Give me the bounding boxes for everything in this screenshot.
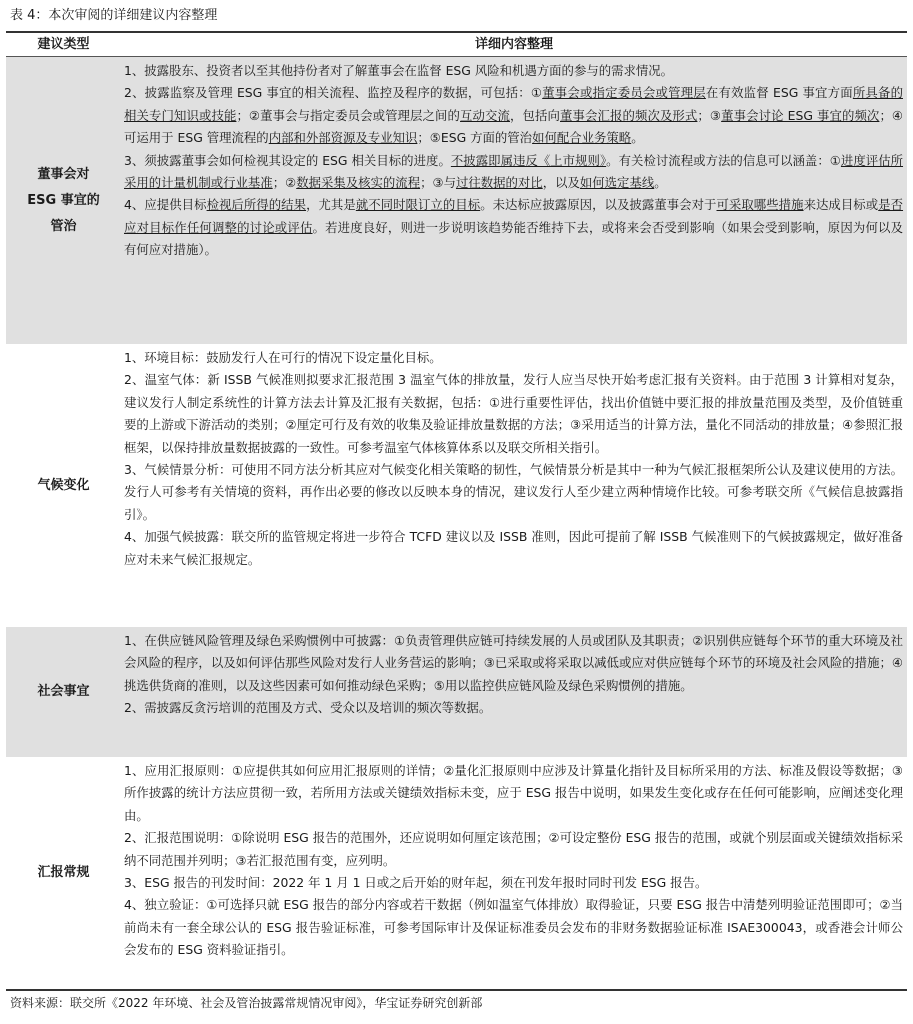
top-rule <box>6 31 907 33</box>
list-item: 1、环境目标：鼓励发行人在可行的情况下设定量化目标。 <box>124 350 442 365</box>
type-board-governance: 董事会对 ESG 事宜的管治 <box>27 166 100 234</box>
list-item: 2、汇报范围说明：①除说明 ESG 报告的范围外，还应说明如何厘定该范围；②可设定整份 ESG 报告的范围，或就个别层面或关键绩效指标采纳不同范围并列明；③若汇报范围有变，应列明。 <box>124 830 903 868</box>
list-item: 4、加强气候披露：联交所的监管规定将进一步符合 TCFD 建议以及 ISSB 准则，因此可提前了解 ISSB 气候准则下的气候披露规定，做好准备应对未来气候汇报规定。 <box>124 529 903 567</box>
list-item: 4、独立验证：①可选择只就 ESG 报告的部分内容或若干数据（例如温室气体排放）取得验证，只要 ESG 报告中清楚列明验证范围即可；②当前尚未有一套全球公认的 ESG 报告验证标准，可参考国际审计及保证标准委员会发布的非财务数据验证标准 ISAE300043，或香港会计师公会发布的 ESG 资料验证指引。 <box>124 897 903 958</box>
list-item: 3、气候情景分析：可使用不同方法分析其应对气候变化相关策略的韧性，气候情景分析是其中一种为气候汇报框架所公认及建议使用的方法。发行人可参考有关情境的资料，再作出必要的修改以反映本身的情况，建议发行人至少建立两种情境作比较。可参考联交所《气候信息披露指引》。 <box>124 462 903 522</box>
list-item: 1、应用汇报原则：①应提供其如何应用汇报原则的详情；②量化汇报原则中应涉及计算量化指针及目标所采用的方法、标准及假设等数据；③所作披露的统计方法应贯彻一致，若所用方法或关键绩效指标未变，应于 ESG 报告中说明，如果发生变化或存在任何可能影响，应阐述变化理由。 <box>124 763 903 823</box>
list-item: 2、需披露反贪污培训的范围及方式、受众以及培训的频次等数据。 <box>124 700 492 716</box>
row-reporting <box>6 757 907 989</box>
list-item: 1、披露股东、投资者以至其他持份者对了解董事会在监督 ESG 风险和机遇方面的参与的需求情况。 <box>124 63 674 78</box>
list-item: 2、温室气体：新 ISSB 气候准则拟要求汇报范围 3 温室气体的排放量，发行人应当尽快开始考虑汇报有关资料。由于范围 3 计算相对复杂，建议发行人制定系统性的计算方法去计算及汇报有关数据，包括：①进行重要性评估，找出价值链中要汇报的排放量范围及类型，及价值链重要的上游或下游活动的类别；②厘定可行及有效的收集及验证排放量数据的方法；③采用适当的计算方法，量化不同活动的排放量；④参照汇报框架，以保持排放量数据披露的一致性。可参考温室气体核算体系以及联交所相关指引。 <box>124 372 903 455</box>
content-social <box>124 630 903 720</box>
type-reporting: 汇报常规 <box>37 865 90 880</box>
list-item: 1、在供应链风险管理及绿色采购惯例中可披露：①负责管理供应链可持续发展的人员或团队及其职责；②识别供应链每个环节的重大环境及社会风险的程序，以及如何评估那些风险对发行人业务营运的影响；③已采取或将采取以减低或应对供应链每个环节的环境及社会风险的措施；④挑选供货商的准则，以及这些因素可如何推动绿色采购；⑤用以监控供应链风险及绿色采购惯例的措施。 <box>124 633 903 693</box>
type-climate: 气候变化 <box>37 477 90 493</box>
row-board-governance <box>6 57 907 344</box>
bottom-rule <box>6 989 907 991</box>
content-reporting <box>124 760 903 962</box>
list-item: 2、披露监察及管理 ESG 事宜的相关流程、监控及程序的数据，可包括：①董事会或指定委员会或管理层在有效监督 ESG 事宜方面所具备的相关专门知识或技能；②董事会与指定委员会或管理层之间的互动交流，包括向董事会汇报的频次及形式；③董事会讨论 ESG 事宜的频次；④可运用于 ESG 管理流程的内部和外部资源及专业知识；⑤ESG 方面的管治如何配合业务策略。 <box>124 85 904 146</box>
table-title: 表 4：本次审阅的详细建议内容整理 <box>10 8 218 23</box>
type-social: 社会事宜 <box>37 684 90 699</box>
list-item: 4、应提供目标检视后所得的结果，尤其是就不同时限订立的目标。未达标应披露原因，以及披露董事会对于可采取哪些措施来达成目标或是否应对目标作任何调整的讨论或评估。若进度良好，则进一步说明该趋势能否维持下去，或将来会否受到影响（如果会受到影响，原因为何以及有何应对措施）。 <box>124 197 904 258</box>
list-item: 3、须披露董事会如何检视其设定的 ESG 相关目标的进度。不披露即属违反《上市规则》。有关检讨流程或方法的信息可以涵盖：①进度评估所采用的计量机制或行业基准；②数据采集及核实的流程；③与过往数据的对比，以及如何选定基线。 <box>124 152 904 191</box>
header-content: 详细内容整理 <box>474 37 553 52</box>
source-note: 资料来源：联交所《2022 年环境、社会及管治披露常规情况审阅》，华宝证券研究创新部 <box>10 996 483 1010</box>
header-type: 建议类型 <box>37 37 90 52</box>
row-climate <box>6 344 907 627</box>
row-social <box>6 627 907 757</box>
content-climate <box>124 347 903 571</box>
table-header <box>6 34 907 57</box>
content-board-governance <box>124 60 903 262</box>
list-item: 3、ESG 报告的刊发时间：2022 年 1 月 1 日或之后开始的财年起，须在刊发年报时同时刊发 ESG 报告。 <box>124 875 708 891</box>
